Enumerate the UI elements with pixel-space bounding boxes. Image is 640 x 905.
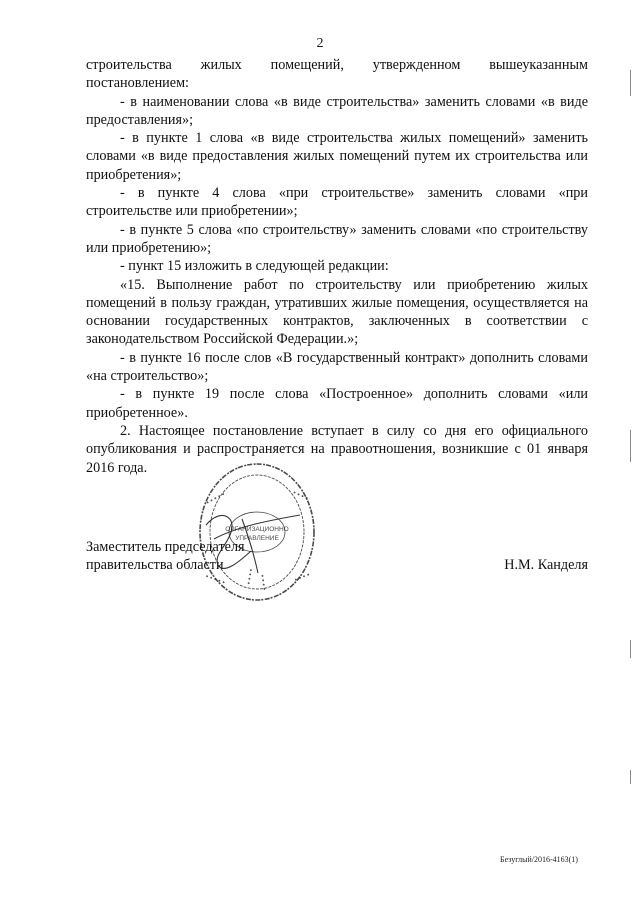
- svg-text:• • • • •: • • • • •: [205, 491, 227, 507]
- document-code: Безуглый/2016-4163(1): [500, 855, 578, 864]
- paragraph-amendment-point-4: - в пункте 4 слова «при строительстве» заменить словами «при строительстве или приобретении»;: [86, 185, 588, 220]
- paragraph-effective-date: 2. Настоящее постановление вступает в силу со дня его официального опубликования и распространяется на правоотношения, возникшие с 01 января 2016 года.: [86, 422, 588, 476]
- stamp-text-line2: УПРАВЛЕНИЕ: [235, 535, 279, 542]
- signatory-position-line2: правительства области: [86, 557, 224, 574]
- signatory-name: Н.М. Канделя: [504, 557, 588, 573]
- scan-edge-mark: [630, 770, 631, 784]
- paragraph-amendment-point-16: - в пункте 16 после слов «В государственный контракт» дополнить словами «на строительство»;: [86, 349, 588, 385]
- page-number: 2: [316, 36, 324, 51]
- signature-block: [86, 538, 588, 578]
- paragraph-point-15-text: «15. Выполнение работ по строительству или приобретению жилых помещений в пользу граждан, утративших жилые помещения, осуществляется на основании государственных контрактов, заключенных в соответствии с законодательством Российской Федерации.»;: [86, 276, 588, 348]
- svg-text:• • • •: • • • •: [258, 574, 268, 591]
- svg-text:• • • •: • • • •: [245, 568, 256, 586]
- signatory-position-line1: Заместитель председателя: [86, 539, 245, 555]
- scan-edge-mark: [630, 430, 631, 462]
- svg-text:• • • • •: • • • • •: [204, 573, 226, 587]
- paragraph-amendment-point-5: - в пункте 5 слова «по строительству» заменить словами «по строительству или приобретению»;: [86, 221, 588, 256]
- paragraph-amendment-title: - в наименовании слова «в виде строительства» заменить словами «в виде предоставления»;: [86, 93, 588, 128]
- paragraph-amendment-point-19: - в пункте 19 после слова «Построенное» дополнить словами «или приобретенное».: [86, 386, 588, 421]
- paragraph-amendment-point-1: - в пункте 1 слова «в виде строительства жилых помещений» заменить словами «в виде предоставления жилых помещений путем их строительства или приобретения»;: [86, 130, 588, 183]
- scan-edge-mark: [630, 640, 631, 658]
- stamp-text-line1: ОРГАНИЗАЦИОННО: [225, 526, 289, 533]
- document-body: [86, 56, 588, 477]
- paragraph-amendment-point-15: - пункт 15 изложить в следующей редакции:: [120, 258, 389, 275]
- svg-text:• • • •: • • • •: [293, 571, 311, 585]
- handwritten-signature: [206, 515, 300, 573]
- paragraph-continuation: строительства жилых помещений, утвержденном вышеуказанным постановлением:: [86, 57, 588, 92]
- official-stamp: [196, 455, 318, 605]
- svg-text:• • • •: • • • •: [291, 489, 309, 503]
- scan-edge-mark: [630, 70, 631, 96]
